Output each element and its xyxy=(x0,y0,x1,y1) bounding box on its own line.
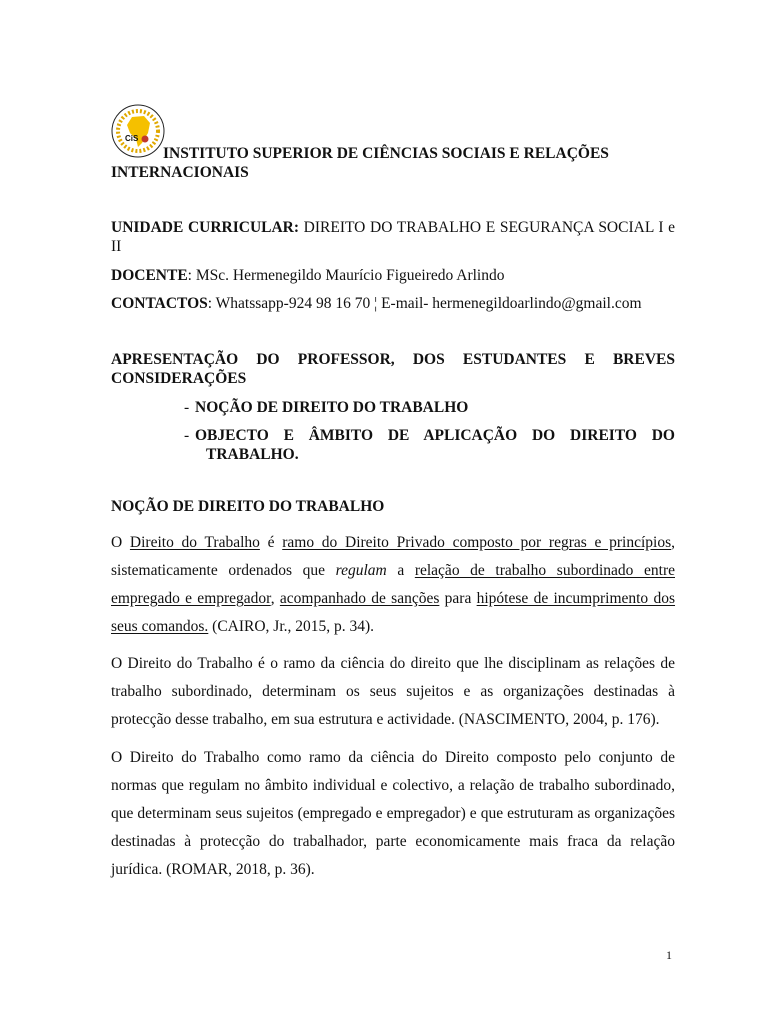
teacher-label: DOCENTE xyxy=(111,267,188,284)
p1-underline: Direito do Trabalho xyxy=(129,534,260,551)
p1-text: O xyxy=(111,534,130,551)
p1-text: para xyxy=(439,590,477,607)
p1-text: a xyxy=(386,562,415,579)
institution-name xyxy=(111,144,675,182)
bullet-item xyxy=(184,398,675,417)
p1-text: (CAIRO, Jr., 2015, p. 34). xyxy=(208,618,375,635)
course-unit-value: DIREITO DO TRABALHO E SEGURANÇA SOCIAL I e II xyxy=(111,219,675,255)
paragraph-3: O Direito do Trabalho como ramo da ciência do Direito composto pelo conjunto de normas que regulam no âmbito individual e colectivo, a relação de trabalho subordinado, que determinam seus sujeitos (empregado e empregador) e que estruturam as organizações destinadas à protecção do trabalhador, parte economicamente mais fraca da relação jurídica. (ROMAR, 2018, p. 36). xyxy=(111,749,675,878)
teacher-line xyxy=(111,266,675,285)
paragraph-1 xyxy=(111,529,675,641)
bullet-item xyxy=(184,426,675,464)
contacts-value: : Whatssapp-924 98 16 70 ¦ E-mail- hermenegildoarlindo@gmail.com xyxy=(207,295,642,312)
teacher-value: : MSc. Hermenegildo Maurício Figueiredo Arlindo xyxy=(187,267,505,284)
p1-underline: acompanhado de sanções xyxy=(279,590,440,607)
p1-italic: regulam xyxy=(335,562,387,579)
logo-text: CiS xyxy=(125,134,139,143)
bullet-text-continued: TRABALHO. xyxy=(206,446,299,463)
bullet-text: NOÇÃO DE DIREITO DO TRABALHO xyxy=(195,399,469,416)
contacts-line xyxy=(111,294,675,313)
p1-underline: ramo do Direito Privado composto por regras e princípios xyxy=(282,534,672,551)
p1-text: é xyxy=(259,534,283,551)
institution-line1: INSTITUTO SUPERIOR DE CIÊNCIAS SOCIAIS E RELAÇÕES xyxy=(163,145,609,162)
p1-text: , xyxy=(270,590,280,607)
bullet-text: OBJECTO E ÂMBITO DE APLICAÇÃO DO DIREITO DO xyxy=(195,427,675,444)
contacts-label: CONTACTOS xyxy=(111,295,208,312)
p1-underline: relação de trabalho subordinado entre empregado e empregador xyxy=(111,562,675,607)
p1-text: , sistematicamente ordenados que xyxy=(111,534,675,579)
course-unit-label: UNIDADE CURRICULAR: xyxy=(111,219,300,236)
bullet-dash: - xyxy=(184,427,190,444)
p1-underline: hipótese de incumprimento dos seus comandos. xyxy=(111,590,676,635)
paragraph-2: O Direito do Trabalho é o ramo da ciência do direito que lhe disciplinam as relações de trabalho subordinado, determinam os seus sujeitos e as organizações destinadas à protecção desse trabalho, em sua estrutura e actividade. (NASCIMENTO, 2004, p. 176). xyxy=(111,655,675,728)
institution-line2: INTERNACIONAIS xyxy=(111,164,249,181)
section-heading: NOÇÃO DE DIREITO DO TRABALHO xyxy=(111,498,385,515)
bullet-dash: - xyxy=(184,399,190,416)
course-unit xyxy=(111,218,675,256)
page-number: 1 xyxy=(666,948,672,962)
presentation-title: APRESENTAÇÃO DO PROFESSOR, DOS ESTUDANTES E BREVES CONSIDERAÇÕES xyxy=(111,351,675,387)
